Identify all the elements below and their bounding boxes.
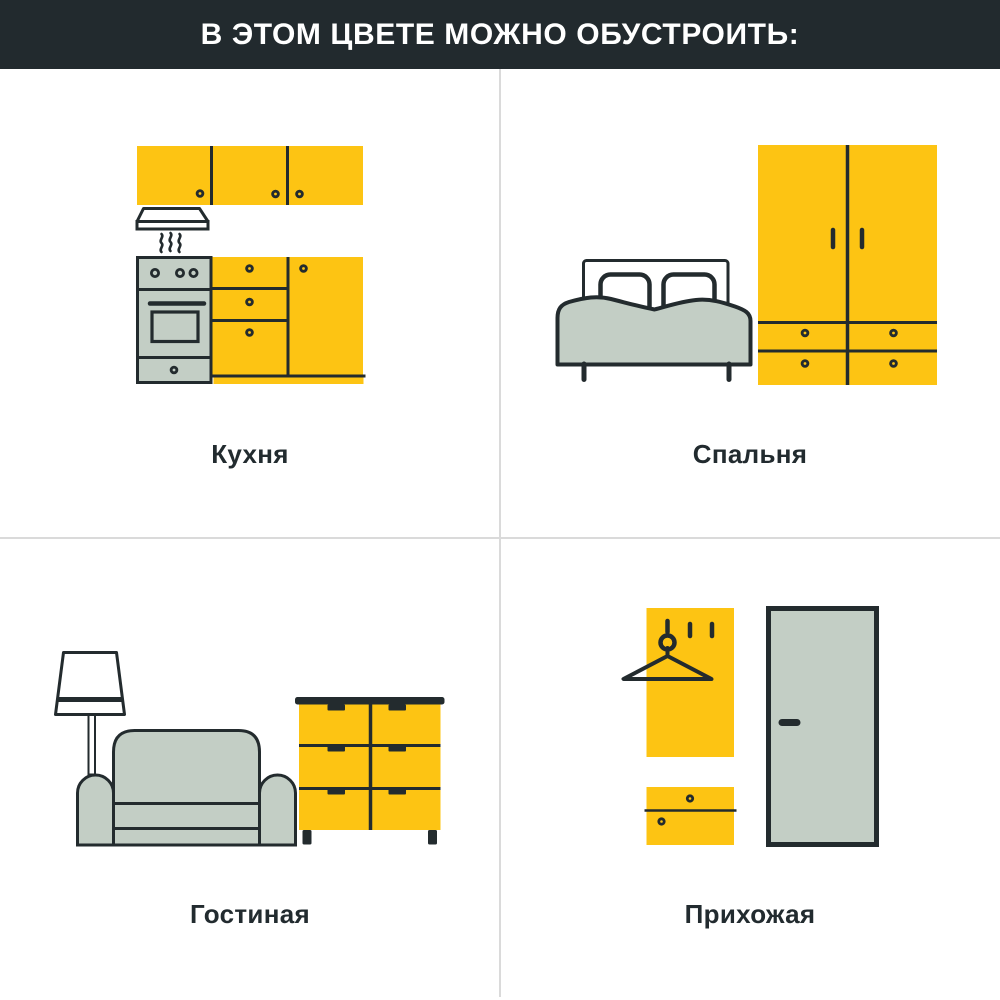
door-icon — [769, 609, 877, 845]
kitchen-illustration — [100, 130, 390, 400]
cabinet-knob-icon — [657, 817, 665, 825]
lamp-pole-icon — [89, 715, 96, 775]
cabinet-knob-icon — [686, 794, 694, 802]
bedroom-label: Спальня — [692, 439, 808, 469]
wardrobe-knob-icon — [801, 359, 810, 368]
coat-panel-icon — [624, 608, 735, 757]
drawer-knob-icon — [245, 264, 254, 273]
page-title: В ЭТОМ ЦВЕТЕ МОЖНО ОБУСТРОИТЬ: — [200, 17, 800, 51]
drawer-knob-icon — [245, 328, 254, 337]
living-room-label: Гостиная — [190, 899, 310, 929]
bed-icon — [558, 261, 751, 380]
dresser-foot-icon — [303, 830, 312, 845]
cabinet-knob-icon — [196, 189, 205, 198]
wardrobe-knob-icon — [889, 329, 898, 338]
drawer-handle-icon — [328, 705, 346, 711]
hallway-label: Прихожая — [684, 899, 816, 929]
drawer-handle-icon — [389, 705, 407, 711]
upper-cabinets-icon — [137, 146, 363, 205]
sofa-armrest-icon — [260, 775, 296, 845]
stove-drawer-knob-icon — [170, 366, 179, 375]
steam-icon — [161, 233, 181, 252]
drawer-handle-icon — [328, 746, 346, 752]
wardrobe-knob-icon — [801, 329, 810, 338]
range-hood-icon — [137, 209, 208, 230]
shoe-cabinet-icon — [645, 787, 737, 845]
lamp-shade-icon — [56, 653, 125, 715]
bedroom-illustration — [550, 135, 950, 395]
base-cabinets-icon — [211, 257, 366, 384]
drawer-handle-icon — [389, 746, 407, 752]
chest-of-drawers-icon — [295, 697, 445, 845]
horizontal-divider — [0, 537, 1000, 539]
hallway-illustration — [615, 600, 885, 855]
header — [0, 0, 1000, 69]
sofa-armrest-icon — [78, 775, 114, 845]
door-knob-icon — [299, 264, 308, 273]
door-handle-icon — [779, 719, 801, 726]
kitchen-label: Кухня — [211, 439, 289, 469]
drawer-handle-icon — [328, 789, 346, 795]
dresser-top-icon — [295, 697, 445, 705]
living-room-illustration — [40, 640, 460, 855]
wardrobe-knob-icon — [889, 359, 898, 368]
cabinet-knob-icon — [271, 190, 280, 199]
dresser-foot-icon — [428, 830, 437, 845]
drawer-handle-icon — [389, 789, 407, 795]
stove-icon — [138, 258, 212, 383]
drawer-knob-icon — [245, 298, 254, 307]
cabinet-knob-icon — [295, 190, 304, 199]
vertical-divider — [499, 69, 501, 997]
wardrobe-icon — [758, 145, 937, 385]
sofa-icon — [78, 731, 296, 846]
